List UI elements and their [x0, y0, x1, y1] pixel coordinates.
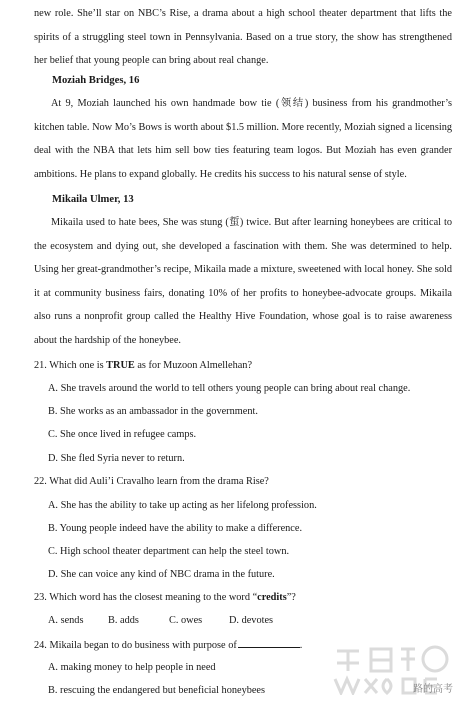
answer-blank — [238, 637, 300, 648]
heading-moziah-bridges: Moziah Bridges, 16 — [52, 75, 140, 86]
question-24-stem: 24. Mikaila began to do business with purpose of . — [34, 637, 302, 653]
watermark-text: 路的高考 — [413, 684, 453, 695]
question-21-stem: 21. Which one is TRUE as for Muzoon Almellehan? — [34, 360, 253, 371]
question-23-option-a: A. sends — [48, 615, 84, 626]
paragraph-moziah: At 9, Moziah launched his own handmade bow tie (领结) business from his grandmother’s kitchen table. Now Mo’s Bows is worth about $1.5 million. More recently, Moziah signed a licensing deal with the NBA that lets him sell bow ties featuring team logos. But Moziah has even grander ambitions. He plans to expand globally. He credits his success to his natural sense of style. — [34, 98, 452, 180]
paragraph-continuation: new role. She’ll star on NBC’s Rise, a drama about a high school theater department that lifts the spirits of a struggling steel town in Pennsylvania. Based on a true story, the show has strengthened her belief that young people can bring about real change. — [34, 8, 452, 67]
question-21-option-b: B. She works as an ambassador in the government. — [48, 406, 258, 417]
question-22-option-c: C. High school theater department can help the steel town. — [48, 546, 290, 557]
question-22-option-b: B. Young people indeed have the ability to make a difference. — [48, 523, 303, 534]
question-23-option-d: D. devotes — [229, 615, 274, 626]
question-22-option-a: A. She has the ability to take up acting as her lifelong profession. — [48, 500, 317, 511]
question-24-option-b: B. rescuing the endangered but beneficial honeybees — [48, 685, 266, 696]
question-23-option-b: B. adds — [108, 615, 139, 626]
question-24-option-a: A. making money to help people in need — [48, 662, 216, 673]
question-23-option-c: C. owes — [169, 615, 203, 626]
question-23-options — [48, 614, 273, 628]
question-23-stem: 23. Which word has the closest meaning to the word “credits”? — [34, 592, 296, 603]
question-22-stem: 22. What did Auli’i Cravalho learn from the drama Rise? — [34, 476, 269, 487]
question-21-option-a: A. She travels around the world to tell others young people can bring about real change. — [48, 383, 411, 394]
heading-mikaila-ulmer: Mikaila Ulmer, 13 — [52, 194, 134, 205]
question-21-option-d: D. She fled Syria never to return. — [48, 453, 185, 464]
paragraph-mikaila: Mikaila used to hate bees, She was stung (蜇) twice. But after learning honeybees are critical to the ecosystem and dying out, she developed a fascination with them. She was determined to help. Using her great-grandmother’s recipe, Mikaila made a mixture, sweetened with local honey. She sold it at community business fairs, donating 10% of her profits to honeybee-advocate groups. Mikaila also runs a nonprofit group called the Healthy Hive Foundation, whose goal is to raise awareness about the hardship of the honeybee. — [34, 217, 452, 346]
question-21-option-c: C. She once lived in refugee camps. — [48, 429, 197, 440]
question-22-option-d: D. She can voice any kind of NBC drama in the future. — [48, 569, 275, 580]
